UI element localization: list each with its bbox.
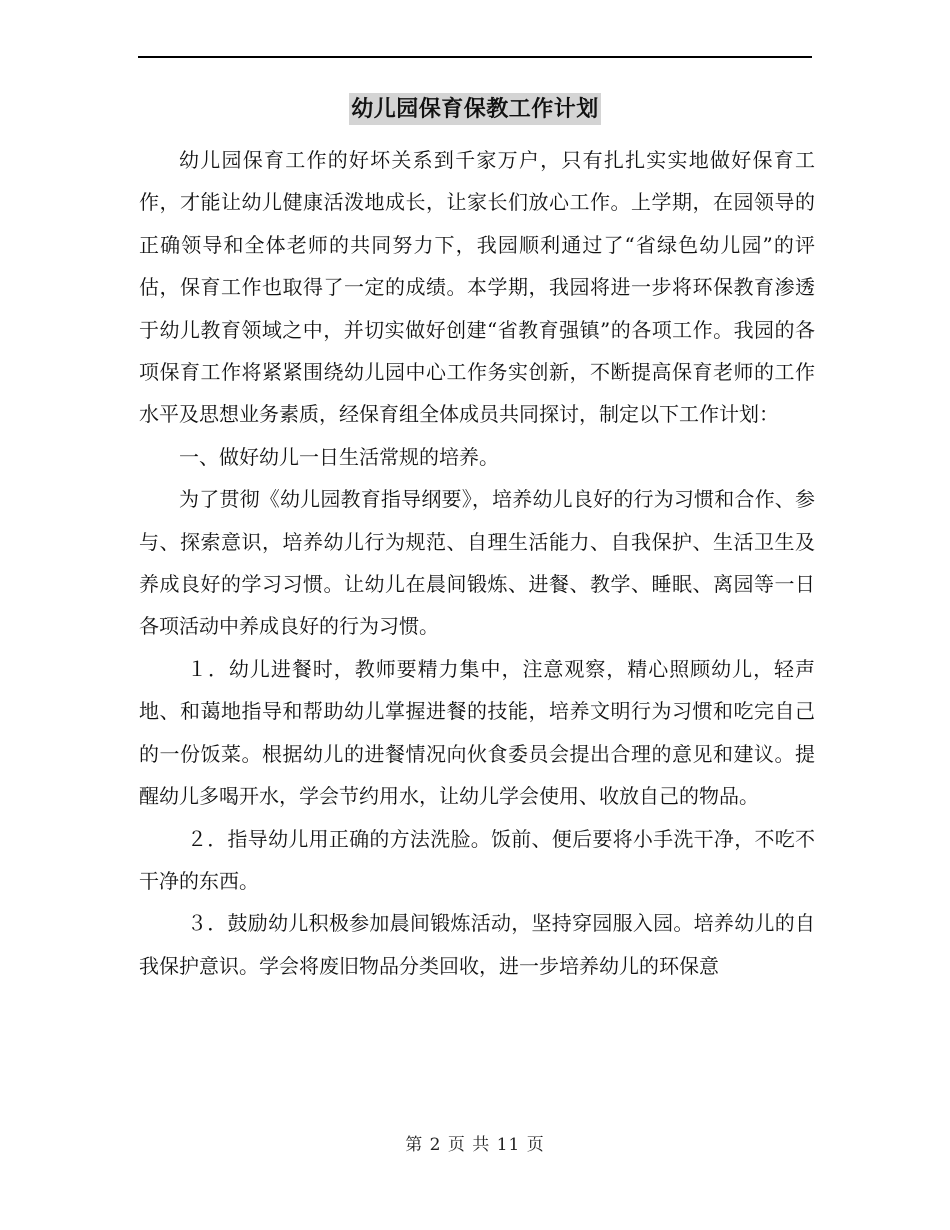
intro-paragraph: 幼儿园保育工作的好坏关系到千家万户，只有扎扎实实地做好保育工作，才能让幼儿健康活泼地成长，让家长们放心工作。上学期，在园领导的正确领导和全体老师的共同努力下，我园顺利通过了“省绿色幼儿园”的评估，保育工作也取得了一定的成绩。本学期，我园将进一步将环保教育渗透于幼儿教育领域之中，并切实做好创建“省教育强镇”的各项工作。我园的各项保育工作将紧紧围绕幼儿园中心工作务实创新，不断提高保育老师的工作水平及思想业务素质，经保育组全体成员共同探讨，制定以下工作计划： — [139, 148, 815, 427]
list-item: ３．鼓励幼儿积极参加晨间锻炼活动，坚持穿园服入园。培养幼儿的自我保护意识。学会将废旧物品分类回收，进一步培养幼儿的环保意 — [139, 911, 815, 978]
list-item: １．幼儿进餐时，教师要精力集中，注意观察，精心照顾幼儿，轻声地、和蔼地指导和帮助幼儿掌握进餐的技能，培养文明行为习惯和吃完自己的一份饭菜。根据幼儿的进餐情况向伙食委员会提出合理的意见和建议。提醒幼儿多喝开水，学会节约用水，让幼儿学会使用、收放自己的物品。 — [139, 656, 815, 809]
document-title — [0, 93, 950, 125]
page-number: 第 2 页 共 11 页 — [405, 1135, 545, 1155]
title-text: 幼儿园保育保教工作计划 — [349, 93, 601, 125]
list-item: ２．指导幼儿用正确的方法洗脸。饭前、便后要将小手洗干净，不吃不干净的东西。 — [139, 826, 815, 893]
document-body — [139, 139, 815, 987]
section-paragraph: 为了贯彻《幼儿园教育指导纲要》，培养幼儿良好的行为习惯和合作、参与、探索意识，培养幼儿行为规范、自理生活能力、自我保护、生活卫生及养成良好的学习习惯。让幼儿在晨间锻炼、进餐、教学、睡眠、离园等一日各项活动中养成良好的行为习惯。 — [139, 487, 815, 639]
header-rule — [138, 56, 812, 58]
section-heading: 一、做好幼儿一日生活常规的培养。 — [179, 444, 499, 469]
